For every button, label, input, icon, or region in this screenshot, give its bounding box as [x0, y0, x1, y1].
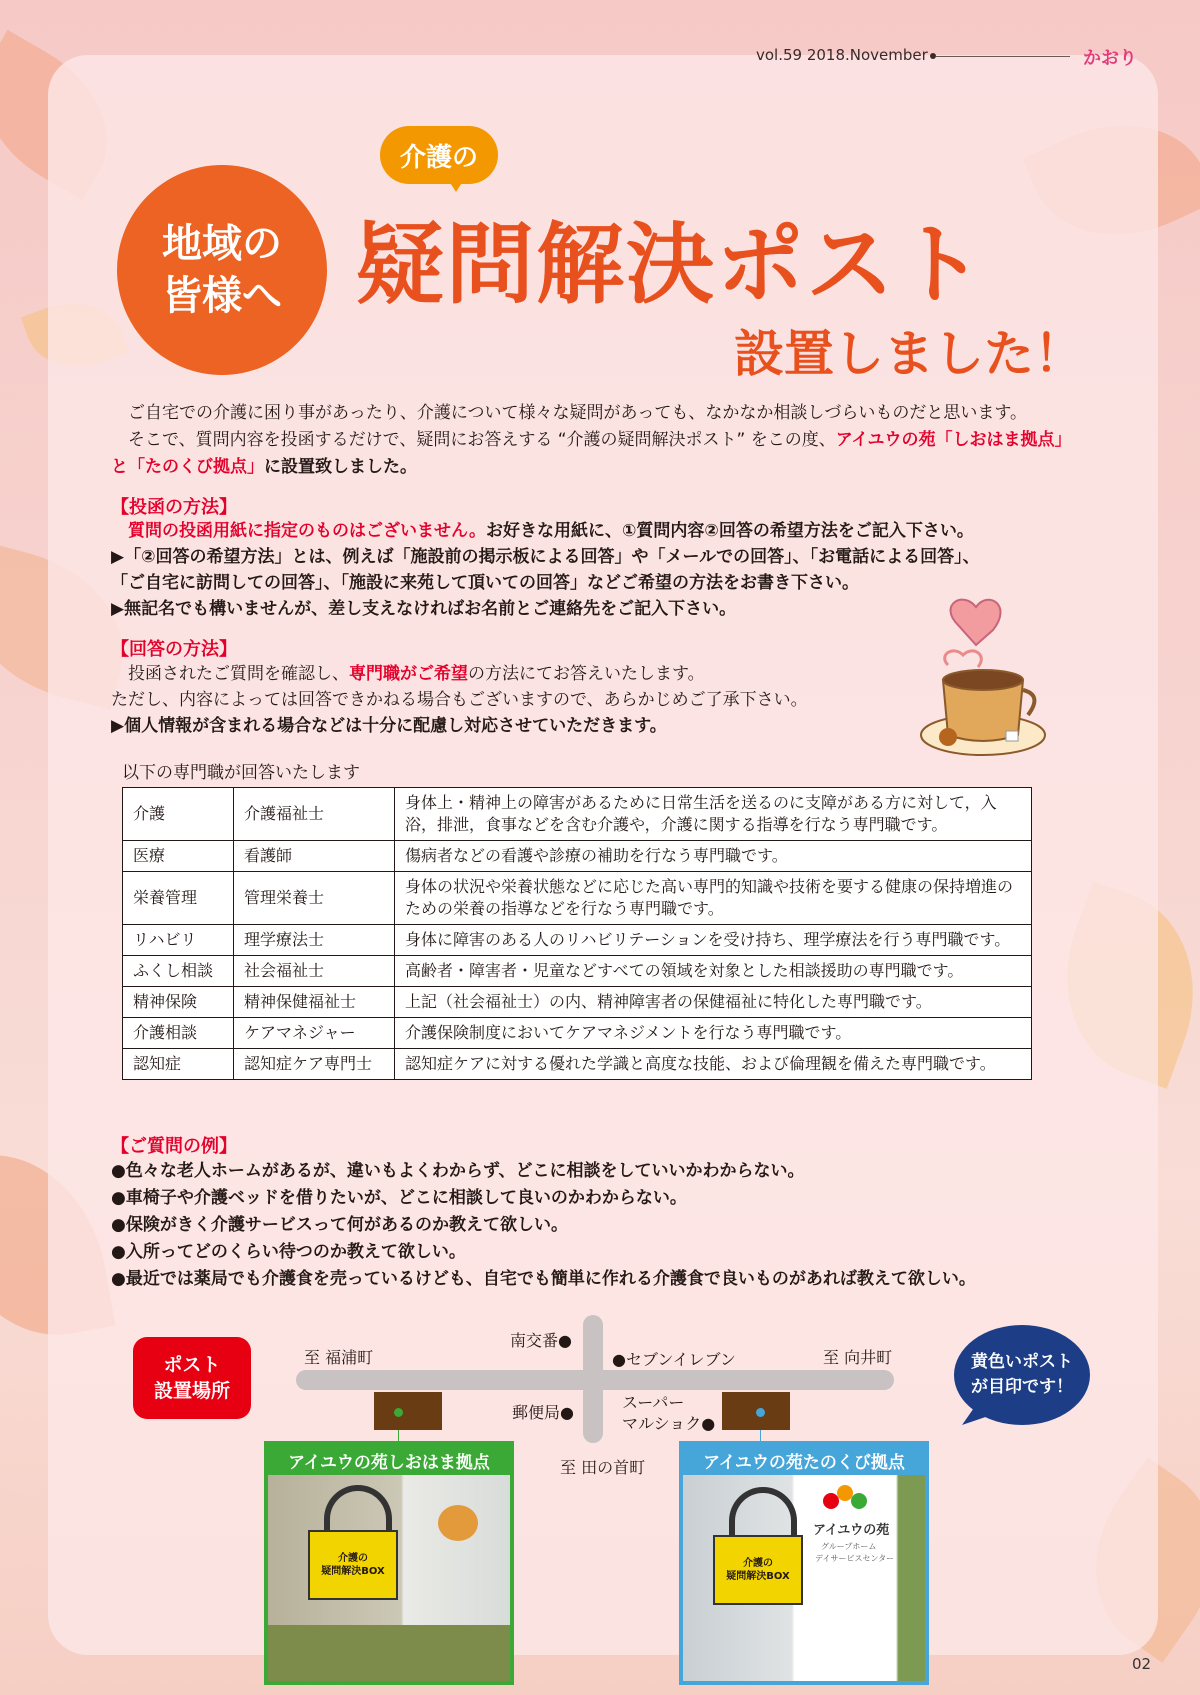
answer-line: ▶個人情報が含まれる場合などは十分に配慮し対応させていただきます。: [111, 716, 667, 736]
audience-badge: [117, 165, 327, 375]
sign-sub: デイサービスセンター: [815, 1554, 895, 1563]
page-title: 疑問解決ポスト: [356, 213, 987, 316]
direction-west: 至 福浦町: [304, 1348, 374, 1367]
table-cell-field: 介護相談: [123, 1018, 234, 1049]
table-cell-desc: 身体の状況や栄養状態などに応じた高い専門的知識や技術を要する健康の保持増進のための栄養の指導などを行なう専門職です。: [395, 872, 1032, 925]
yellow-postbox: [713, 1535, 803, 1605]
yellow-postbox: [308, 1530, 398, 1600]
tanokubi-title: アイユウの苑たのくび拠点: [683, 1445, 925, 1475]
direction-east: 至 向井町: [823, 1348, 893, 1367]
table-cell-desc: 身体に障害のある人のリハビリテーションを受け持ち、理学療法を行う専門職です。: [395, 925, 1032, 956]
answer-line: の方法にてお答えいたします。: [468, 664, 705, 684]
supermarket-line: スーパー: [622, 1393, 685, 1412]
callout-line: が目印です！: [971, 1377, 1073, 1397]
tanokubi-photo: [683, 1475, 925, 1681]
intro-line: そこで、質問内容を投函するだけで、疑問にお答えする “介護の疑問解決ポスト” をこの度、: [128, 430, 836, 450]
post-office-landmark: 郵便局●: [512, 1403, 574, 1422]
answer-line: 投函されたご質問を確認し、: [128, 664, 349, 684]
label-line: ポスト: [163, 1354, 221, 1376]
table-cell-desc: 身体上・精神上の障害があるために日常生活を送るのに支障がある方に対して，入浴，排泄，食事などを含む介護や，介護に関する指導を行なう専門職です。: [395, 788, 1032, 841]
page-subtitle: 設置しました！: [734, 325, 1084, 383]
tanokubi-pin: [756, 1408, 765, 1417]
table-cell-role: 理学療法士: [234, 925, 395, 956]
table-cell-role: 管理栄養士: [234, 872, 395, 925]
table-cell-field: 介護: [123, 788, 234, 841]
supermarket-line: マルショク●: [622, 1414, 716, 1433]
postbox-text: 介護の: [743, 1558, 773, 1569]
table-cell-field: 認知症: [123, 1049, 234, 1080]
table-row: [123, 956, 1032, 987]
table-cell-desc: 高齢者・障害者・児童などすべての領域を対象とした相談援助の専門職です。: [395, 956, 1032, 987]
sign-sub: グループホーム: [821, 1542, 877, 1551]
example-item: ●色々な老人ホームがあるが、違いもよくわからず、どこに相談をしていいかわからない。: [111, 1161, 805, 1181]
table-row: [123, 841, 1032, 872]
examples-list: [111, 1158, 976, 1293]
table-cell-field: リハビリ: [123, 925, 234, 956]
method-line: 「ご自宅に訪問しての回答」、「施設に来苑して頂いての回答」などご希望の方法をお書き下さい。: [111, 573, 859, 593]
example-item: ●保険がきく介護サービスって何があるのか教えて欲しい。: [111, 1215, 569, 1235]
table-cell-role: 看護師: [234, 841, 395, 872]
table-cell-field: ふくし相談: [123, 956, 234, 987]
table-cell-role: 認知症ケア専門士: [234, 1049, 395, 1080]
example-item: ●最近では薬局でも介護食を売っているけども、自宅でも簡単に作れる介護食で良いものがあれば教えて欲しい。: [111, 1269, 976, 1289]
badge-line: 地域の: [162, 221, 282, 267]
yellow-post-callout: [954, 1325, 1090, 1425]
direction-south: 至 田の首町: [560, 1458, 646, 1477]
shiohama-building: [374, 1392, 442, 1430]
table-row: [123, 872, 1032, 925]
table-row: [123, 1049, 1032, 1080]
post-location-label: [133, 1337, 251, 1419]
sign-name: アイユウの苑: [813, 1523, 890, 1538]
intro-highlight: と「たのくび拠点」: [111, 457, 264, 477]
method-line: ▶「②回答の希望方法」とは、例えば「施設前の掲示板による回答」や「メールでの回答」、「お電話による回答」、: [111, 547, 980, 567]
method-heading: 【投函の方法】: [111, 497, 237, 518]
intro-line: ご自宅での介護に困り事があったり、介護について様々な疑問があっても、なかなか相談しづらいものだと思います。: [128, 403, 1027, 423]
intro-line: に設置致しました。: [264, 457, 417, 477]
table-cell-desc: 上記（社会福祉士）の内、精神障害者の保健福祉に特化した専門職です。: [395, 987, 1032, 1018]
intro-highlight: アイユウの苑「しおはま拠点」: [835, 430, 1072, 450]
examples-heading: 【ご質問の例】: [111, 1136, 237, 1157]
table-row: [123, 925, 1032, 956]
answer-text: [111, 661, 808, 739]
table-row: [123, 1018, 1032, 1049]
title-bubble: 介護の: [380, 126, 498, 184]
tanokubi-photo-box: [679, 1441, 929, 1685]
issue-volume: vol.59 2018.November: [756, 46, 928, 64]
table-cell-field: 精神保険: [123, 987, 234, 1018]
specialist-table: [122, 787, 1032, 1080]
example-item: ●車椅子や介護ベッドを借りたいが、どこに相談して良いのかわからない。: [111, 1188, 687, 1208]
table-cell-desc: 傷病者などの看護や診療の補助を行なう専門職です。: [395, 841, 1032, 872]
seven-eleven-landmark: ●セブンイレブン: [612, 1350, 736, 1369]
shiohama-photo: [268, 1475, 510, 1681]
table-row: [123, 987, 1032, 1018]
table-cell-role: 精神保健福祉士: [234, 987, 395, 1018]
method-highlight: 質問の投函用紙に指定のものはございません。: [128, 521, 487, 541]
supermarket-landmark: [622, 1392, 715, 1434]
answer-highlight: 専門職がご希望: [349, 664, 468, 684]
shiohama-title: アイユウの苑しおはま拠点: [268, 1445, 510, 1475]
example-item: ●入所ってどのくらい待つのか教えて欲しい。: [111, 1242, 466, 1262]
badge-line: 皆様へ: [162, 273, 282, 319]
answer-heading: 【回答の方法】: [111, 639, 237, 660]
table-cell-role: 介護福祉士: [234, 788, 395, 841]
cross-road: [583, 1315, 603, 1443]
table-cell-role: ケアマネジャー: [234, 1018, 395, 1049]
method-line: ▶無記名でも構いませんが、差し支えなければお名前とご連絡先をご記入下さい。: [111, 599, 737, 619]
table-title: 以下の専門職が回答いたします: [122, 763, 360, 783]
label-line: 設置場所: [153, 1380, 230, 1402]
header-rule: [936, 56, 1070, 57]
coffee-cup-illustration: [918, 585, 1058, 760]
title-bubble-tail: [447, 178, 465, 192]
shiohama-pin: [394, 1408, 403, 1417]
callout-line: 黄色いポスト: [971, 1352, 1073, 1372]
method-text: [111, 518, 980, 622]
table-cell-role: 社会福祉士: [234, 956, 395, 987]
answer-line: ただし、内容によっては回答できかねる場合もございますので、あらかじめご了承下さい。: [111, 690, 808, 710]
postbox-text: 疑問解決BOX: [726, 1571, 790, 1582]
intro-text: [111, 400, 1111, 481]
brand-name: かおり: [1083, 48, 1137, 69]
postbox-text: 疑問解決BOX: [321, 1566, 385, 1577]
method-line: お好きな用紙に、①質問内容②回答の希望方法をご記入下さい。: [486, 521, 974, 541]
table-cell-field: 医療: [123, 841, 234, 872]
table-cell-desc: 認知症ケアに対する優れた学識と高度な技能、および倫理観を備えた専門職です。: [395, 1049, 1032, 1080]
postbox-text: 介護の: [338, 1553, 368, 1564]
shiohama-photo-box: [264, 1441, 514, 1685]
table-cell-field: 栄養管理: [123, 872, 234, 925]
table-row: [123, 788, 1032, 841]
table-cell-desc: 介護保険制度においてケアマネジメントを行なう専門職です。: [395, 1018, 1032, 1049]
page-number: 02: [1132, 1655, 1152, 1673]
facility-logo-icon: [823, 1485, 869, 1513]
police-box-landmark: 南交番●: [510, 1331, 572, 1350]
